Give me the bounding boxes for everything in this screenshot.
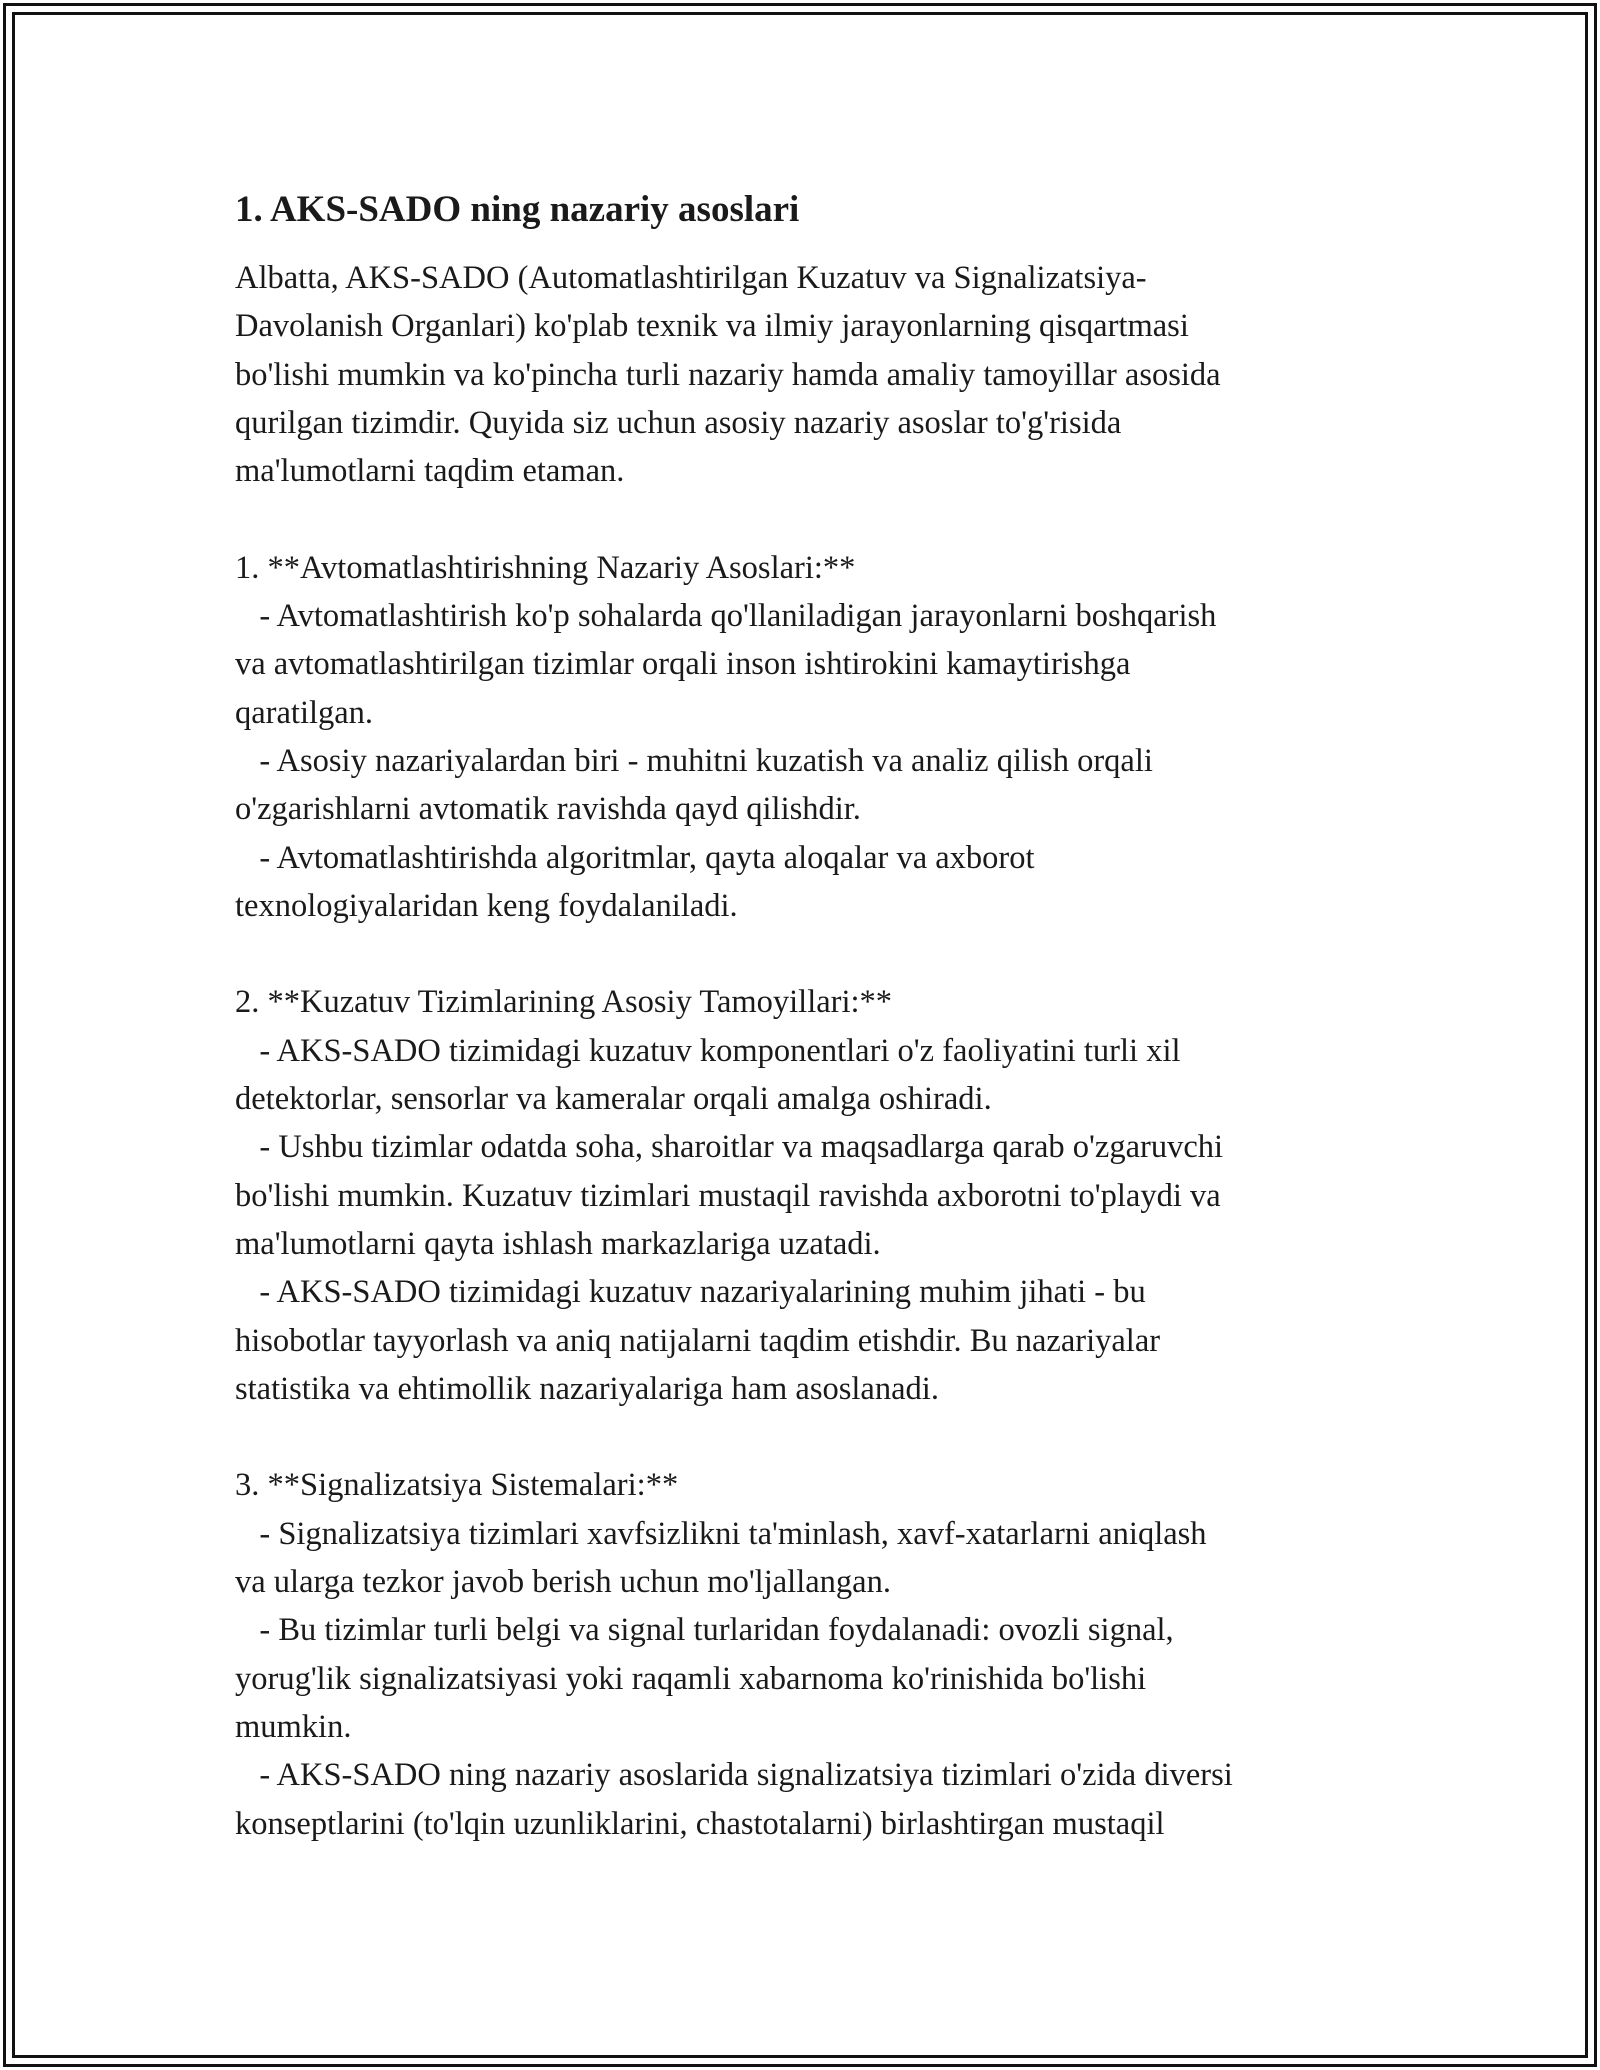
section-1-bullet-1: - Avtomatlashtirish ko'p sohalarda qo'llaniladigan jarayonlarni boshqarish va avtomatlashtirilgan tizimlar orqali inson ishtirokini kamaytirishga qaratilgan. xyxy=(235,598,1217,731)
section-2-bullet-2: - Ushbu tizimlar odatda soha, sharoitlar va maqsadlarga qarab o'zgaruvchi bo'lishi mumkin. Kuzatuv tizimlari mustaqil ravishda axborotni to'playdi va ma'lumotlarni qayta ishlash markazlariga uzatadi. xyxy=(235,1129,1224,1262)
intro-paragraph: Albatta, AKS-SADO (Automatlashtirilgan Kuzatuv va Signalizatsiya- Davolanish Organlari) ko'plab texnik va ilmiy jarayonlarning qisqartmasi bo'lishi mumkin va ko'pincha turli nazariy hamda amaliy tamoyillar asosida qurilgan tizimdir. Quyida siz uchun asosiy nazariy asoslar to'g'risida ma'lumotlarni taqdim etaman. xyxy=(235,260,1221,490)
section-2-bullet-1: - AKS-SADO tizimidagi kuzatuv komponentlari o'z faoliyatini turli xil detektorlar, sensorlar va kameralar orqali amalga oshiradi. xyxy=(235,1032,1181,1118)
section-1-bullet-3: - Avtomatlashtirishda algoritmlar, qayta aloqalar va axborot texnologiyalaridan keng foydalaniladi. xyxy=(235,839,1035,924)
section-2-heading: 2. **Kuzatuv Tizimlarining Asosiy Tamoyillari:** xyxy=(235,984,893,1021)
section-3-bullet-1: - Signalizatsiya tizimlari xavfsizlikni ta'minlash, xavf-xatarlarni aniqlash va ularga tezkor javob berish uchun mo'ljallangan. xyxy=(235,1515,1207,1601)
paragraph-gap xyxy=(235,1413,1370,1461)
section-3-bullet-3: - AKS-SADO ning nazariy asoslarida signalizatsiya tizimlari o'zida diversi konseptlarini (to'lqin uzunliklarini, chastotalarni) birlashtirgan mustaqil xyxy=(235,1757,1233,1842)
paragraph-gap xyxy=(235,495,1370,543)
paragraph-gap xyxy=(235,930,1370,978)
section-3-heading: 3. **Signalizatsiya Sistemalari:** xyxy=(235,1467,679,1504)
document-title: 1. AKS-SADO ning nazariy asoslari xyxy=(235,189,800,230)
section-3-bullet-2: - Bu tizimlar turli belgi va signal turlaridan foydalanadi: ovozli signal, yorug'lik signalizatsiyasi yoki raqamli xabarnoma ko'rinishida bo'lishi mumkin. xyxy=(235,1612,1174,1745)
section-1-heading: 1. **Avtomatlashtirishning Nazariy Asoslari:** xyxy=(235,549,856,586)
section-2-bullet-3: - AKS-SADO tizimidagi kuzatuv nazariyalarining muhim jihati - bu hisobotlar tayyorlash va aniq natijalarni taqdim etishdir. Bu nazariyalar statistika va ehtimollik nazariyalariga ham asoslanadi. xyxy=(235,1274,1161,1407)
section-1-bullet-2: - Asosiy nazariyalardan biri - muhitni kuzatish va analiz qilish orqali o'zgarishlarni avtomatik ravishda qayd qilishdir. xyxy=(235,742,1153,828)
document-body xyxy=(235,186,1370,1848)
